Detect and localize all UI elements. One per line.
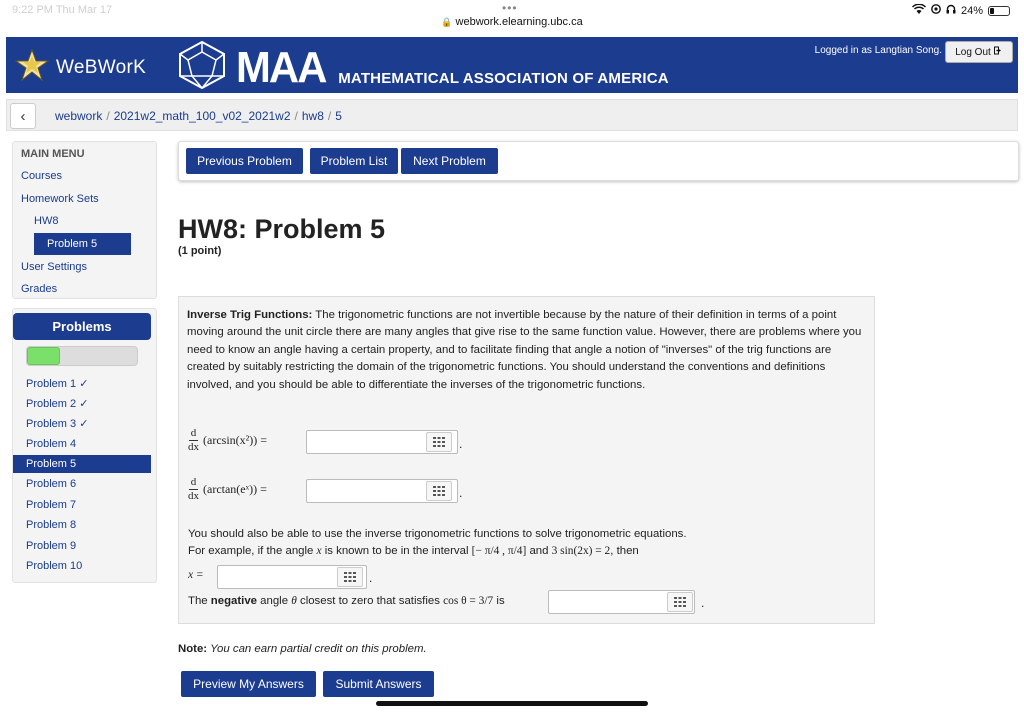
previous-problem-button[interactable]: Previous Problem	[186, 148, 303, 174]
problem-link-7[interactable]: Problem 7	[26, 499, 77, 511]
period-1: .	[459, 437, 463, 451]
maa-subtitle: MATHEMATICAL ASSOCIATION OF AMERICA	[338, 70, 669, 87]
breadcrumb-bar	[6, 99, 1018, 131]
wifi-icon	[912, 4, 926, 17]
negative-angle-text: The negative angle θ closest to zero that satisfies cos θ = 3/7 is	[188, 595, 505, 607]
menu-courses[interactable]: Courses	[21, 170, 62, 182]
breadcrumb-set[interactable]: hw8	[301, 109, 324, 123]
more-dots-icon[interactable]: •••	[502, 1, 518, 15]
url-text: webwork.elearning.ubc.ca	[455, 16, 583, 28]
cos-equation: cos θ = 3/7	[443, 595, 494, 607]
breadcrumb-course[interactable]: 2021w2_math_100_v02_2021w2	[113, 109, 291, 123]
menu-hw8[interactable]: HW8	[34, 215, 59, 227]
menu-problem5[interactable]: Problem 5	[34, 233, 131, 255]
problem-body	[178, 296, 875, 624]
problem-points: (1 point)	[178, 245, 222, 257]
menu-homework-sets[interactable]: Homework Sets	[21, 193, 99, 205]
headphones-icon	[946, 4, 956, 17]
maa-polyhedron-icon	[176, 40, 228, 95]
back-chevron-icon[interactable]: ‹	[10, 103, 36, 129]
period-3: .	[369, 571, 373, 585]
eq1-expression: (arcsin(x²)) =	[203, 433, 268, 447]
main-menu	[12, 141, 157, 299]
logout-button[interactable]	[945, 41, 1013, 63]
webwork-star-logo-icon	[14, 49, 50, 87]
solve-line-1: You should also be able to use the inverse trigonometric functions to solve trigonometric equations.	[188, 528, 687, 540]
logout-label: Log Out	[955, 46, 991, 58]
equation-editor-2-icon[interactable]	[426, 481, 452, 501]
equation-editor-4-icon[interactable]	[667, 592, 693, 612]
intro-text: The trigonometric functions are not invertible because by the nature of their definition in terms of a point moving around the unit circle there are many angles that give rise to the same function value. However, there are problems where you need to know an angle having a certain property, and to facilitate finding that angle a notion of "inverses" of the trig functions are created by suitably restricting the domain of the trigonometric functions. You should understand the conventions and definitions involved, and you should be able to differentiate the inverses of the trigonometric functions.	[187, 309, 862, 391]
equation-1	[188, 427, 267, 454]
equation-editor-1-icon[interactable]	[426, 432, 452, 452]
derivative-operator-1: $\frac{d}{dx}$	[188, 427, 199, 453]
location-icon	[931, 4, 941, 17]
breadcrumb: webwork / 2021w2_math_100_v02_2021w2 / hw8 / 5	[55, 109, 342, 123]
problem-link-6[interactable]: Problem 6	[26, 478, 77, 490]
intro-heading: Inverse Trig Functions:	[187, 309, 313, 321]
derivative-operator-2: $\frac{d}{dx}$	[188, 476, 199, 502]
next-problem-button[interactable]: Next Problem	[401, 148, 498, 174]
status-indicators	[912, 4, 1010, 17]
breadcrumb-webwork[interactable]: webwork	[55, 109, 103, 123]
breadcrumb-problem: 5	[335, 109, 342, 123]
lock-icon: 🔒	[441, 17, 453, 27]
status-bar	[0, 0, 1024, 36]
equation-editor-3-icon[interactable]	[337, 567, 363, 587]
logout-icon	[994, 46, 1003, 58]
sin-equation: 3 sin(2x) = 2	[551, 545, 611, 557]
x-equals-label: x =	[188, 569, 204, 581]
menu-grades[interactable]: Grades	[21, 283, 58, 295]
webwork-wordmark: WeBWorK	[56, 57, 147, 78]
problem-intro	[187, 307, 867, 394]
equation-2	[188, 476, 267, 503]
progress-bar	[26, 346, 138, 366]
problem-link-4[interactable]: Problem 4	[26, 438, 77, 450]
problem-link-10[interactable]: Problem 10	[26, 560, 83, 572]
address-bar[interactable]	[0, 16, 1024, 28]
battery-icon	[988, 6, 1010, 16]
battery-percent: 24%	[960, 4, 983, 17]
status-time: 9:22 PM Thu Mar 17	[12, 4, 113, 16]
problem-nav	[178, 141, 1019, 181]
solve-line-2: For example, if the angle x is known to be in the interval [− π/4 , π/4] and 3 sin(2x) = 2, then	[188, 545, 639, 557]
interval-expression: [− π/4 , π/4]	[471, 545, 527, 557]
problems-title: Problems	[13, 313, 151, 340]
home-indicator[interactable]	[376, 701, 648, 706]
problem-link-8[interactable]: Problem 8	[26, 519, 77, 531]
period-2: .	[459, 486, 463, 500]
problem-link-1[interactable]: Problem 1 ✓	[26, 378, 89, 390]
preview-answers-button[interactable]: Preview My Answers	[181, 671, 316, 697]
page-title: HW8: Problem 5	[178, 214, 386, 244]
partial-credit-note: Note: You can earn partial credit on this problem.	[178, 643, 427, 655]
period-4: .	[701, 596, 705, 610]
eq2-expression: (arctan(eˣ)) =	[203, 482, 267, 496]
problem-link-3[interactable]: Problem 3 ✓	[26, 418, 89, 430]
maa-logo[interactable]	[176, 40, 669, 95]
problem-link-2[interactable]: Problem 2 ✓	[26, 398, 89, 410]
problem-list-button[interactable]: Problem List	[310, 148, 398, 174]
site-header	[6, 37, 1018, 93]
webwork-brand[interactable]	[14, 49, 146, 87]
main-menu-title: MAIN MENU	[21, 148, 85, 160]
logged-in-text: Logged in as Langtian Song.	[814, 45, 942, 56]
problem-link-5[interactable]: Problem 5	[13, 455, 151, 473]
menu-user-settings[interactable]: User Settings	[21, 261, 88, 273]
problem-link-9[interactable]: Problem 9	[26, 540, 77, 552]
maa-title: MAA	[236, 42, 326, 92]
submit-answers-button[interactable]: Submit Answers	[323, 671, 434, 697]
problems-panel	[12, 308, 157, 583]
